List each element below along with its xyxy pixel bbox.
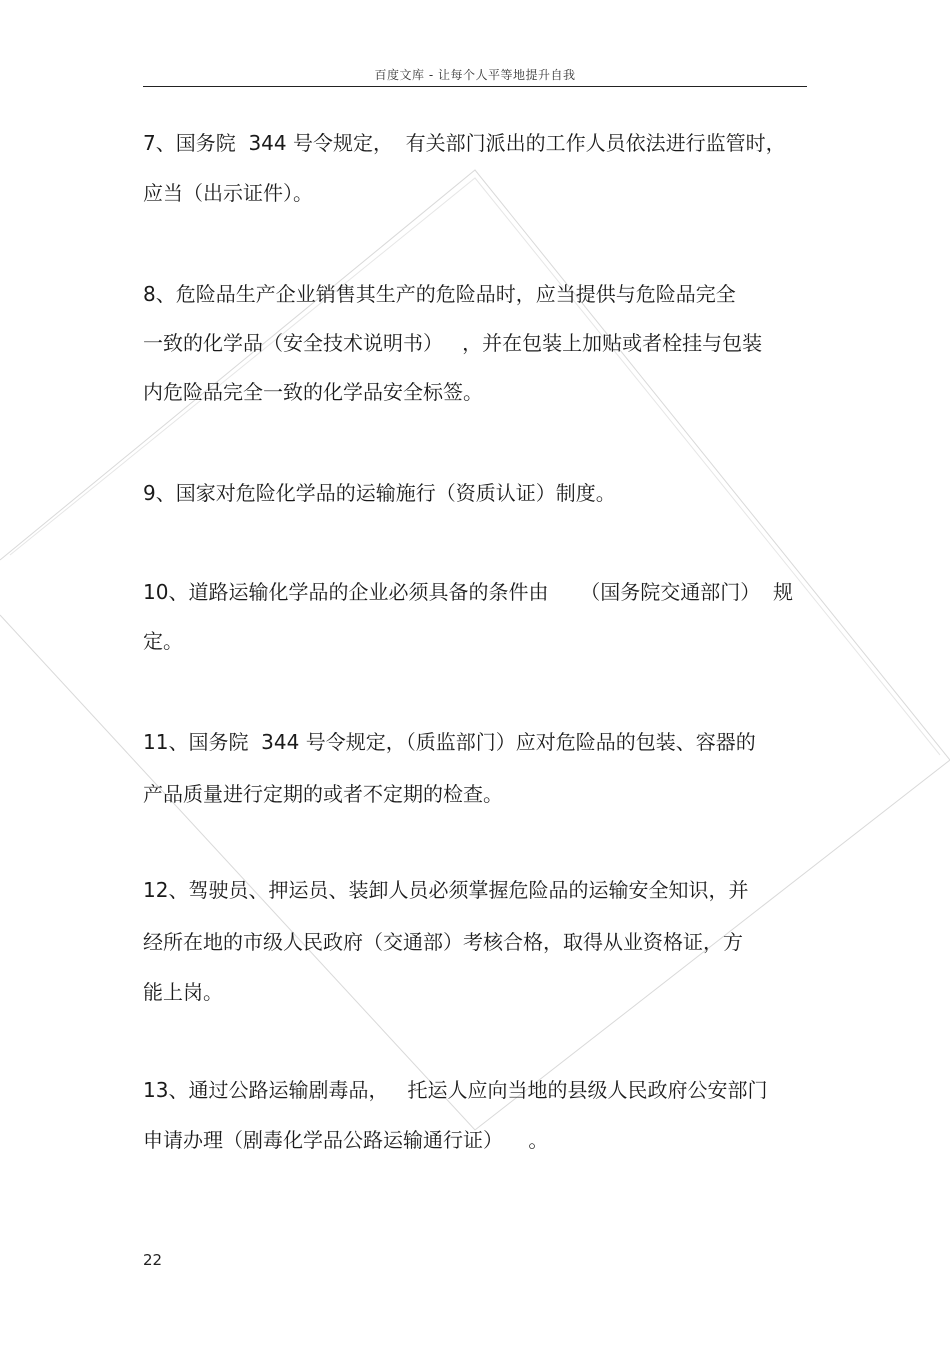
- question-9-line-1: 9、国家对危险化学品的运输施行（资质认证）制度。: [143, 481, 616, 505]
- page-number: 22: [143, 1251, 163, 1269]
- question-7-line-2: 应当（出示证件）。: [143, 181, 313, 205]
- question-11-line-1: 11、国务院 344 号令规定，（质监部门）应对危险品的包装、容器的: [143, 730, 756, 754]
- question-8-line-2: 一致的化学品（安全技术说明书） ，并在包装上加贴或者栓挂与包装: [143, 331, 763, 355]
- question-8-line-1: 8、危险品生产企业销售其生产的危险品时，应当提供与危险品完全: [143, 282, 736, 306]
- question-12-line-3: 能上岗。: [143, 980, 223, 1004]
- question-12-line-1: 12、驾驶员、押运员、装卸人员必须掌握危险品的运输安全知识，并: [143, 878, 749, 902]
- question-12-line-2: 经所在地的市级人民政府（交通部）考核合格，取得从业资格证，方: [143, 930, 743, 954]
- question-11-line-2: 产品质量进行定期的或者不定期的检查。: [143, 782, 503, 806]
- header-divider: [143, 86, 807, 87]
- question-13-line-2: 申请办理（剧毒化学品公路运输通行证） 。: [143, 1128, 549, 1152]
- question-10-line-2: 定。: [143, 629, 183, 653]
- question-13-line-1: 13、通过公路运输剧毒品， 托运人应向当地的县级人民政府公安部门: [143, 1078, 768, 1102]
- question-8-line-3: 内危险品完全一致的化学品安全标签。: [143, 380, 483, 404]
- question-7-line-1: 7、国务院 344 号令规定， 有关部门派出的工作人员依法进行监管时，: [143, 131, 786, 155]
- document-header: 百度文库 - 让每个人平等地提升自我: [374, 68, 576, 82]
- question-10-line-1: 10、道路运输化学品的企业必须具备的条件由 （国务院交通部门） 规: [143, 580, 793, 604]
